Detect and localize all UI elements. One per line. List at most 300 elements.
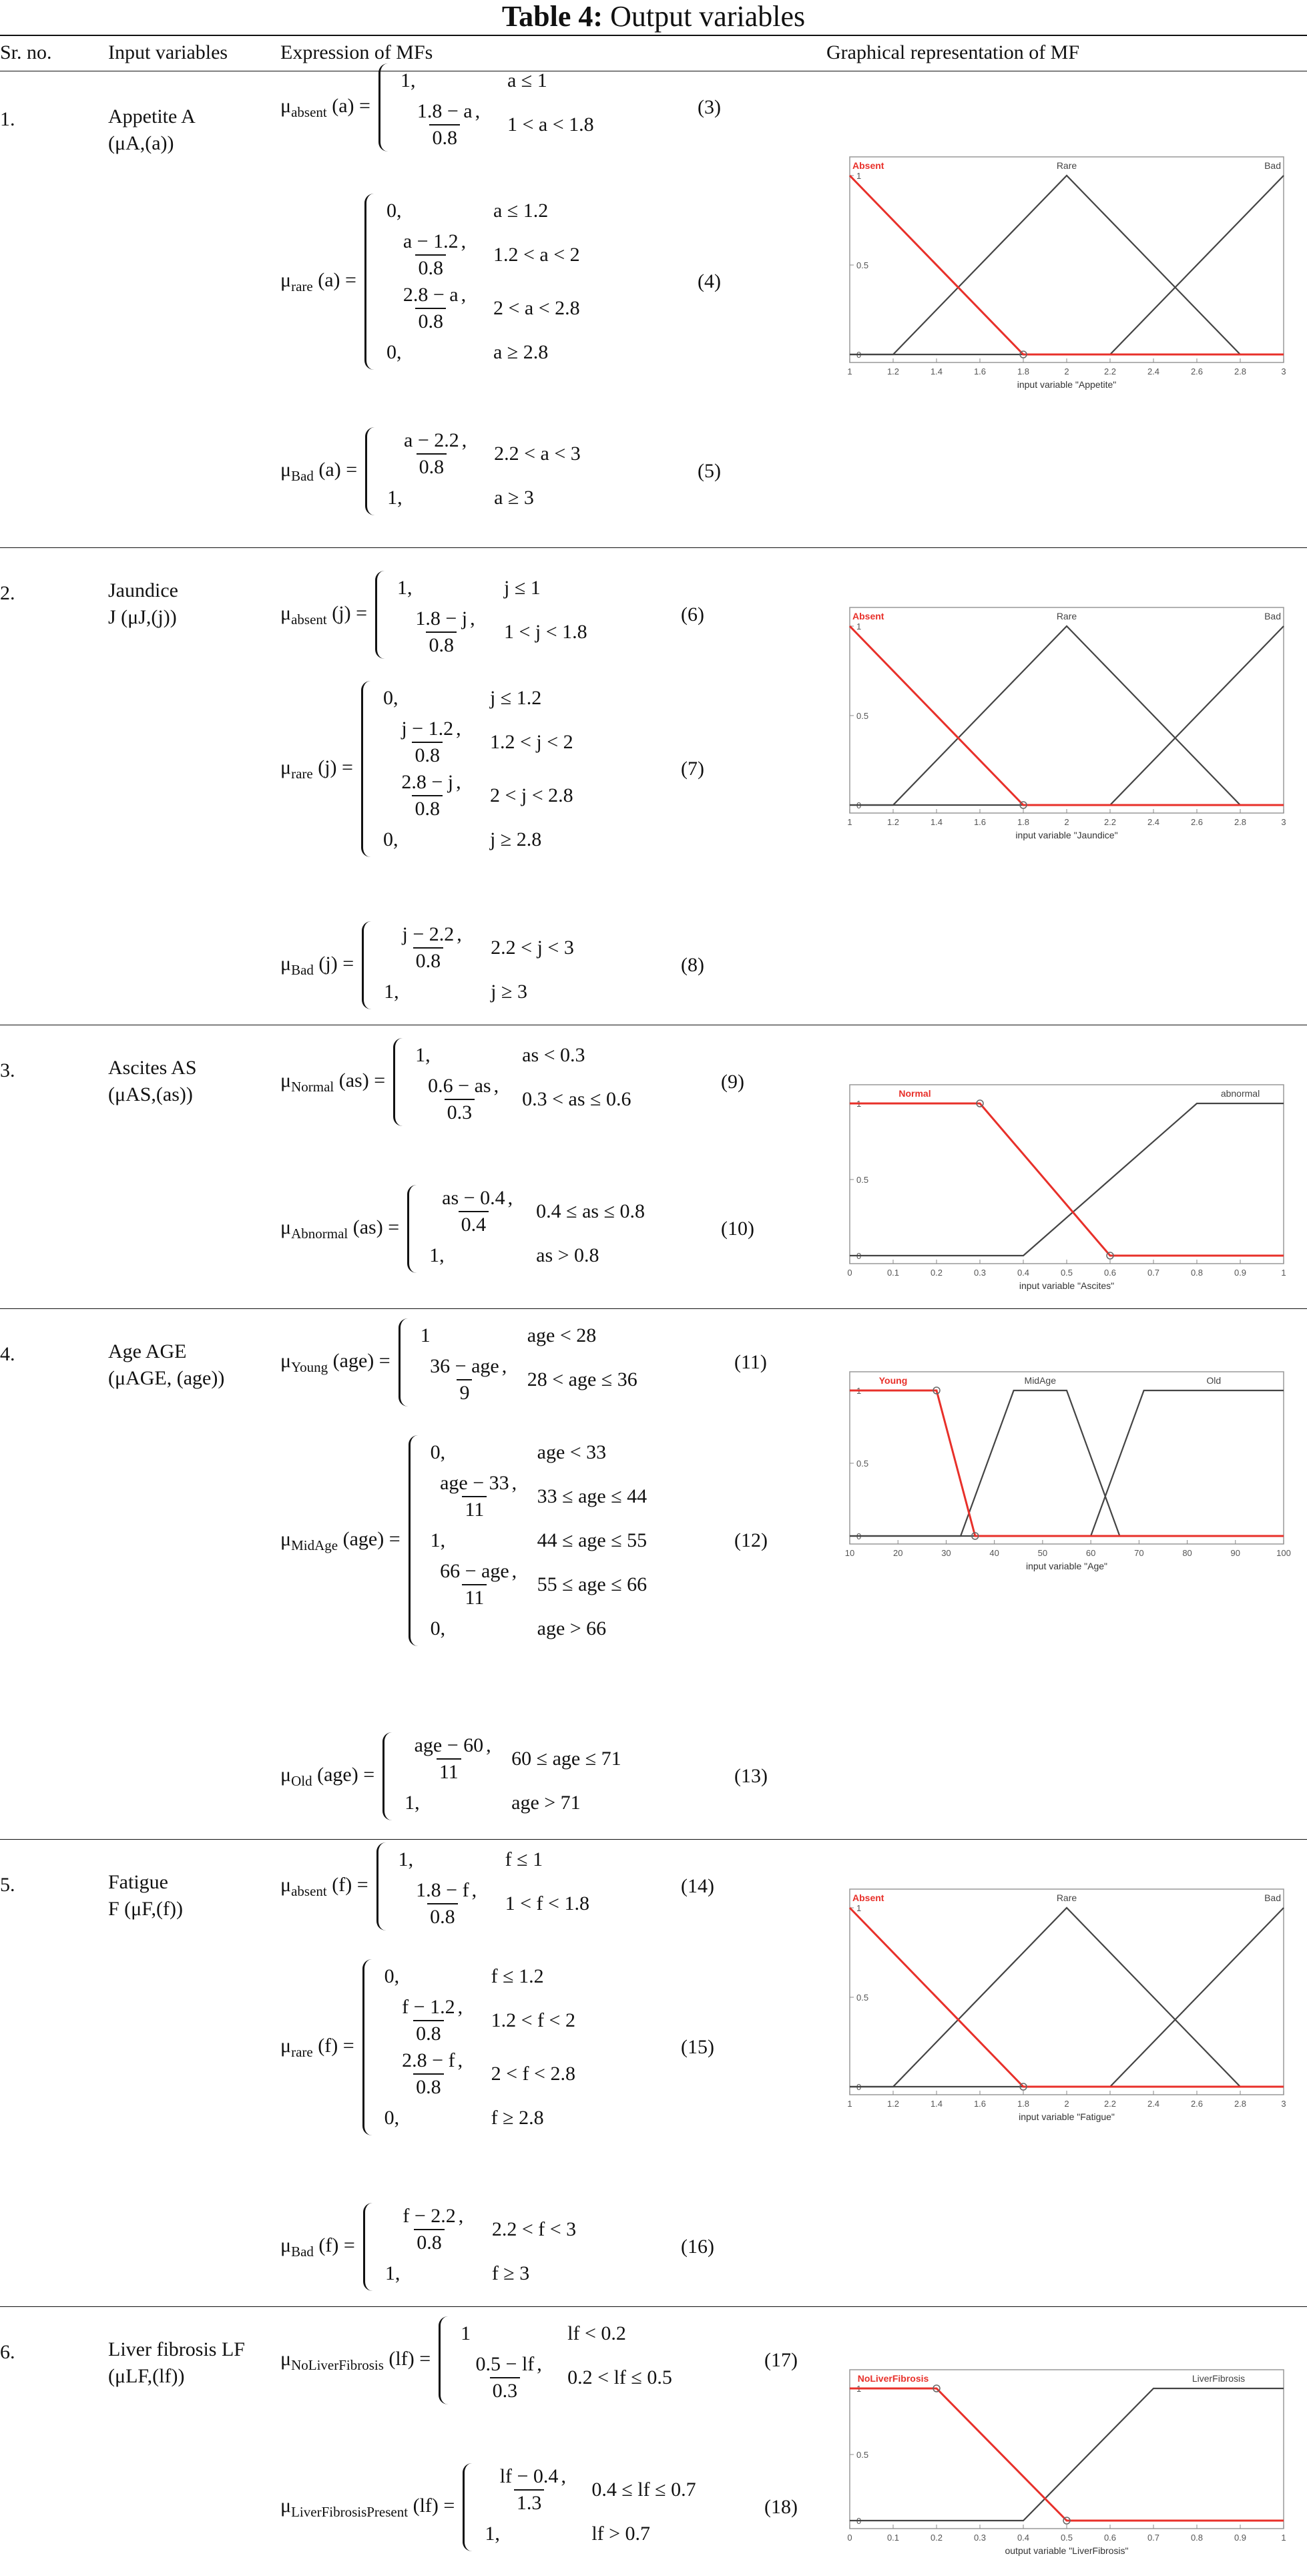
equation-number: (5) (698, 460, 721, 482)
case-condition: 2 < f < 2.8 (491, 2063, 575, 2085)
x-tick-label: 3 (1281, 817, 1286, 827)
case-line (397, 571, 587, 605)
left-brace (363, 2203, 380, 2291)
case-value (384, 1996, 478, 2045)
plot-frame (850, 1085, 1284, 1264)
x-tick-label: 0.7 (1147, 1268, 1160, 1278)
case-line (431, 1558, 647, 1611)
mf-graph-svg (838, 587, 1292, 854)
x-tick-label: 1.4 (930, 817, 943, 827)
y-tick-label: 1 (856, 1903, 862, 1913)
x-tick-label: 2.4 (1147, 2099, 1160, 2109)
case-condition: lf > 0.7 (591, 2523, 651, 2545)
case-value: 1 (461, 2322, 471, 2344)
case-value (415, 1075, 509, 1124)
equation-cases (461, 2316, 672, 2404)
x-tick-label: 60 (1085, 1548, 1096, 1558)
case-line (431, 1523, 647, 1558)
equation-cases (415, 1038, 631, 1126)
case-line (415, 1073, 631, 1126)
case-line (384, 921, 574, 975)
x-tick-label: 100 (1276, 1548, 1291, 1558)
membership-equation (280, 1185, 645, 1273)
series-label: Bad (1264, 160, 1281, 171)
membership-equation (280, 1038, 631, 1126)
x-tick-label: 20 (892, 1548, 903, 1558)
x-tick-label: 1 (847, 817, 852, 827)
input-variable-name: Appetite A (108, 105, 196, 127)
x-tick-label: 2 (1064, 2099, 1069, 2109)
fraction-denominator: 0.8 (413, 947, 444, 973)
x-tick-label: 2.4 (1147, 817, 1160, 827)
mf-graph-svg (838, 137, 1292, 404)
equation-lhs: $\mu_{NoLiverFibrosis}$ (lf) = (280, 2347, 431, 2373)
fraction (399, 1996, 457, 2045)
case-line (383, 681, 573, 716)
x-tick-label: 2.6 (1190, 2099, 1204, 2109)
mf-graph-svg (838, 1065, 1292, 1305)
case-line (415, 1038, 631, 1073)
case-value: 1, (387, 487, 403, 509)
table-title (0, 0, 1307, 33)
membership-equation (280, 681, 573, 857)
mf-graph (838, 1869, 1292, 2136)
x-tick-label: 0.5 (1060, 1268, 1073, 1278)
fraction-denominator: 0.8 (417, 453, 447, 479)
case-line (485, 2463, 696, 2517)
equation-cases (386, 194, 580, 370)
equation-number: (16) (681, 2236, 714, 2258)
case-value: 0, (382, 687, 399, 709)
fraction-denominator: 1.3 (514, 2489, 545, 2515)
y-tick-label: 0 (856, 2516, 862, 2526)
case-value: 0, (386, 341, 402, 363)
case-condition: age > 71 (511, 1792, 581, 1814)
case-condition: a ≤ 1 (507, 69, 547, 91)
fraction-numerator: 2.8 − f (402, 2049, 455, 2071)
fraction (439, 1187, 507, 1236)
fraction-numerator: a − 1.2 (403, 230, 459, 252)
x-tick-label: 2.6 (1190, 817, 1204, 827)
equation-lhs: $\mu_{absent}$ (j) = (280, 601, 367, 627)
left-brace (361, 681, 378, 857)
x-tick-label: 3 (1281, 366, 1286, 376)
fraction-denominator: 11 (462, 1496, 487, 1521)
fraction-denominator: 0.8 (412, 742, 443, 767)
membership-equation (280, 194, 580, 370)
x-tick-label: 2 (1064, 366, 1069, 376)
case-line (421, 1318, 637, 1353)
fraction (401, 284, 461, 333)
x-tick-label: 40 (989, 1548, 999, 1558)
case-value (431, 1472, 524, 1521)
y-tick-label: 0.5 (856, 1175, 869, 1185)
fraction-denominator: 9 (457, 1379, 472, 1404)
fraction-denominator: 0.3 (490, 2377, 521, 2402)
y-tick-label: 1 (856, 171, 862, 181)
case-line (384, 2101, 575, 2135)
x-tick-label: 2.8 (1234, 366, 1247, 376)
y-tick-label: 0.5 (856, 1459, 869, 1469)
case-line (383, 822, 573, 857)
left-brace (463, 2463, 479, 2551)
fraction (399, 2049, 457, 2099)
case-condition: 1.2 < f < 2 (491, 2009, 575, 2031)
case-condition: a ≤ 1.2 (493, 200, 549, 222)
equation-cases (405, 1732, 621, 1820)
x-tick-label: 80 (1182, 1548, 1192, 1558)
equation-number: (15) (681, 2036, 714, 2058)
fraction-comma: , (461, 284, 467, 306)
fraction-numerator: 36 − age (430, 1355, 499, 1377)
case-line (385, 2203, 576, 2256)
membership-equation (280, 2463, 696, 2551)
input-variable-symbol: (μAGE, (age)) (108, 1367, 225, 1389)
row-number: 2. (0, 582, 15, 604)
case-value: 1, (397, 577, 413, 599)
case-value: 1, (384, 2262, 401, 2284)
fraction-comma: , (475, 100, 481, 122)
x-tick-label: 0.7 (1147, 2533, 1160, 2543)
fraction-comma: , (501, 1355, 507, 1377)
case-line (405, 1732, 621, 1786)
case-value: 1, (384, 981, 399, 1003)
fraction-denominator: 0.8 (427, 1903, 458, 1928)
x-tick-label: 1 (847, 366, 852, 376)
fraction-denominator: 0.8 (426, 631, 457, 657)
equation-cases (384, 921, 574, 1009)
x-tick-label: 90 (1230, 1548, 1241, 1558)
equation-lhs: $\mu_{absent}$ (a) = (280, 94, 370, 120)
x-tick-label: 0.4 (1017, 1268, 1030, 1278)
mf-graph (838, 1065, 1292, 1305)
fraction-denominator: 0.8 (413, 2073, 444, 2099)
x-tick-label: 0.1 (886, 2533, 900, 2543)
fraction (400, 923, 457, 973)
case-value: 0, (430, 1617, 446, 1639)
equation-number: (6) (681, 603, 704, 625)
case-condition: j ≥ 2.8 (489, 828, 542, 850)
row-rule (0, 1839, 1307, 1840)
case-condition: a ≥ 2.8 (493, 341, 549, 363)
case-condition: 1.2 < j < 2 (489, 731, 573, 753)
x-tick-label: 0.2 (930, 2533, 943, 2543)
x-tick-label: 0.8 (1190, 2533, 1204, 2543)
case-condition: f ≥ 3 (491, 2262, 530, 2284)
case-condition: 0.4 ≤ as ≤ 0.8 (536, 1200, 645, 1222)
equation-lhs: $\mu_{rare}$ (a) = (280, 268, 356, 294)
left-brace (382, 1732, 399, 1820)
y-tick-label: 1 (856, 1099, 862, 1109)
case-condition: j ≤ 1.2 (489, 687, 542, 709)
header-graph: Graphical representation of MF (826, 41, 1080, 63)
fraction (415, 100, 475, 150)
x-tick-label: 0.9 (1234, 2533, 1247, 2543)
x-tick-label: 1.6 (973, 2099, 987, 2109)
case-line (384, 975, 574, 1009)
fraction-denominator: 0.8 (429, 124, 460, 150)
x-tick-label: 0.4 (1017, 2533, 1030, 2543)
fraction-denominator: 0.8 (412, 795, 443, 820)
input-variable-symbol: (μLF,(lf)) (108, 2365, 185, 2387)
fraction-denominator: 0.8 (414, 2229, 445, 2254)
equation-cases (485, 2463, 696, 2551)
case-value: 1 (420, 1324, 431, 1346)
left-brace (409, 1435, 425, 1646)
row-rule (0, 1308, 1307, 1309)
fraction-comma: , (471, 1879, 477, 1901)
case-line (429, 1185, 645, 1238)
input-variable (108, 577, 178, 631)
fraction (427, 1355, 502, 1404)
fraction-denominator: 0.3 (445, 1099, 475, 1124)
left-brace (364, 194, 381, 370)
case-condition: 2.2 < j < 3 (491, 937, 574, 959)
plot-frame (850, 2370, 1284, 2529)
x-tick-label: 0 (847, 2533, 852, 2543)
fraction-comma: , (456, 771, 461, 793)
input-variable (108, 1338, 224, 1392)
input-variable (108, 103, 196, 157)
case-value: 1, (405, 1792, 420, 1814)
row-number: 5. (0, 1874, 15, 1896)
x-tick-label: 0.6 (1103, 2533, 1117, 2543)
x-tick-label: 0.5 (1060, 2533, 1073, 2543)
x-tick-label: 2.2 (1103, 817, 1117, 827)
x-tick-label: 0.3 (973, 1268, 987, 1278)
x-tick-label: 2.4 (1147, 366, 1160, 376)
equation-lhs: $\mu_{absent}$ (f) = (280, 1873, 368, 1899)
fraction (413, 1879, 471, 1928)
fraction-numerator: 2.8 − j (401, 771, 454, 793)
x-axis-label: input variable "Age" (1025, 1561, 1108, 1571)
case-condition: 0.2 < lf ≤ 0.5 (567, 2366, 672, 2388)
fraction (413, 607, 470, 657)
case-line (431, 1435, 647, 1470)
series-label: Rare (1056, 1892, 1077, 1903)
case-condition: 2.2 < f < 3 (491, 2218, 577, 2240)
case-condition: f ≥ 2.8 (491, 2107, 544, 2129)
y-tick-label: 0 (856, 1531, 862, 1541)
equation-number: (9) (721, 1071, 744, 1093)
case-line (386, 228, 580, 282)
case-value: 1, (429, 1244, 445, 1266)
mf-graph-svg (838, 1352, 1292, 1585)
x-tick-label: 0.3 (973, 2533, 987, 2543)
x-tick-label: 0.1 (886, 1268, 900, 1278)
mf-graph (838, 587, 1292, 854)
series-label: Young (878, 1375, 908, 1386)
case-condition: as < 0.3 (522, 1044, 585, 1066)
left-brace (407, 1185, 424, 1273)
left-brace (376, 1842, 393, 1930)
x-tick-label: 0.6 (1103, 1268, 1117, 1278)
case-value (399, 1879, 492, 1928)
case-condition: age < 28 (527, 1324, 597, 1346)
input-variable (108, 1055, 197, 1108)
membership-equation (280, 2316, 672, 2404)
case-value: 1, (485, 2523, 500, 2545)
case-condition: 2 < a < 2.8 (493, 297, 580, 319)
case-condition: as > 0.8 (536, 1244, 599, 1266)
equation-number: (7) (681, 758, 704, 780)
case-condition: a ≥ 3 (494, 487, 534, 509)
x-tick-label: 0 (847, 1268, 852, 1278)
equation-cases (397, 571, 587, 659)
x-axis-label: input variable "Jaundice" (1015, 830, 1118, 840)
series-label: Rare (1056, 611, 1077, 621)
input-variable-name: Liver fibrosis LF (108, 2338, 245, 2360)
case-condition: age > 66 (537, 1617, 607, 1639)
input-variable-name: Fatigue (108, 1871, 168, 1893)
case-line (485, 2517, 696, 2551)
x-tick-label: 70 (1134, 1548, 1144, 1558)
fraction-numerator: age − 60 (414, 1734, 484, 1756)
fraction-denominator: 0.8 (415, 254, 446, 280)
case-line (431, 1611, 647, 1646)
fraction-comma: , (457, 2049, 463, 2071)
fraction (399, 718, 456, 767)
row-rule (0, 547, 1307, 548)
case-condition: 60 ≤ age ≤ 71 (511, 1748, 621, 1770)
fraction-numerator: 2.8 − a (403, 284, 459, 306)
mf-graph (838, 137, 1292, 404)
equation-lhs: $\mu_{rare}$ (j) = (280, 756, 353, 782)
case-condition: 55 ≤ age ≤ 66 (537, 1573, 647, 1595)
x-tick-label: 2.2 (1103, 366, 1117, 376)
equation-lhs: $\mu_{Old}$ (age) = (280, 1763, 375, 1789)
fraction (437, 1472, 512, 1521)
case-line (461, 2351, 672, 2404)
fraction-numerator: 0.6 − as (428, 1075, 491, 1097)
fraction-numerator: age − 33 (440, 1472, 509, 1494)
fraction-comma: , (457, 1996, 463, 2018)
case-condition: 1 < f < 1.8 (505, 1892, 589, 1914)
fraction (399, 771, 456, 820)
fraction-denominator: 0.8 (415, 308, 446, 333)
equation-lhs: $\mu_{Bad}$ (a) = (280, 458, 358, 484)
x-tick-label: 2.8 (1234, 2099, 1247, 2109)
membership-equation (280, 427, 581, 515)
equation-number: (12) (734, 1529, 768, 1551)
x-tick-label: 1.6 (973, 366, 987, 376)
row-number: 1. (0, 108, 15, 130)
case-value: 0, (382, 828, 399, 850)
case-condition: 0.4 ≤ lf ≤ 0.7 (591, 2479, 696, 2501)
fraction (401, 429, 462, 479)
fraction-numerator: lf − 0.4 (499, 2465, 559, 2487)
fraction (473, 2353, 537, 2402)
fraction-comma: , (457, 923, 462, 945)
case-line (386, 282, 580, 335)
left-brace (439, 2316, 455, 2404)
case-line (383, 716, 573, 769)
case-line (429, 1238, 645, 1273)
fraction-comma: , (511, 1560, 517, 1582)
membership-equation (280, 1435, 647, 1646)
case-line (384, 2047, 575, 2101)
membership-equation (280, 1318, 637, 1406)
fraction-numerator: 66 − age (440, 1560, 509, 1582)
equation-number: (10) (721, 1218, 754, 1240)
x-axis-label: output variable "LiverFibrosis" (1005, 2545, 1129, 2556)
case-condition: lf < 0.2 (567, 2322, 626, 2344)
fraction (437, 1560, 512, 1609)
case-value: 0, (386, 200, 402, 222)
fraction-numerator: 0.5 − lf (475, 2353, 535, 2375)
equation-cases (399, 1842, 589, 1930)
series-label: LiverFibrosis (1192, 2373, 1246, 2384)
case-line (431, 1470, 647, 1523)
equation-cases (431, 1435, 647, 1646)
fraction-denominator: 0.4 (459, 1211, 489, 1236)
equation-cases (385, 2203, 576, 2291)
fraction (412, 1734, 487, 1784)
equation-cases (401, 63, 594, 152)
equation-number: (17) (764, 2349, 798, 2371)
left-brace (393, 1038, 410, 1126)
equation-number: (13) (734, 1765, 768, 1787)
fraction-comma: , (507, 1187, 513, 1209)
case-line (461, 2316, 672, 2351)
equation-number: (18) (764, 2496, 798, 2518)
case-condition: 0.3 < as ≤ 0.6 (522, 1088, 631, 1110)
case-condition: 2.2 < a < 3 (494, 443, 581, 465)
x-axis-label: input variable "Ascites" (1019, 1280, 1115, 1291)
series-label: Old (1206, 1375, 1222, 1386)
series-label: MidAge (1024, 1375, 1057, 1386)
equation-number: (11) (734, 1351, 767, 1373)
fraction-numerator: j − 1.2 (401, 718, 454, 740)
case-value (383, 771, 477, 820)
x-tick-label: 0.9 (1234, 1268, 1247, 1278)
case-value: 0, (384, 1965, 400, 1987)
x-tick-label: 1.8 (1017, 817, 1030, 827)
input-variable-symbol: (μAS,(as)) (108, 1083, 193, 1105)
case-line (384, 1959, 575, 1994)
equation-number: (14) (681, 1875, 714, 1897)
plot-frame (850, 1372, 1284, 1544)
fraction-numerator: 1.8 − a (417, 100, 473, 122)
case-line (401, 98, 594, 152)
equation-number: (4) (698, 270, 721, 292)
fraction-comma: , (458, 2205, 464, 2227)
fraction-comma: , (486, 1734, 491, 1756)
y-tick-label: 0 (856, 350, 862, 360)
fraction-numerator: a − 2.2 (404, 429, 459, 451)
membership-equation (280, 1732, 621, 1820)
x-tick-label: 1.2 (886, 2099, 900, 2109)
x-tick-label: 1.2 (886, 366, 900, 376)
equation-lhs: $\mu_{Young}$ (age) = (280, 1349, 390, 1375)
case-line (386, 335, 580, 370)
fraction-denominator: 11 (437, 1758, 461, 1784)
series-label: Normal (898, 1088, 931, 1099)
case-value: 1, (400, 69, 416, 91)
row-rule (0, 2306, 1307, 2307)
case-value (384, 2049, 478, 2099)
x-tick-label: 3 (1281, 2099, 1286, 2109)
equation-number: (8) (681, 954, 704, 976)
case-value: 1, (430, 1529, 446, 1551)
x-tick-label: 2 (1064, 817, 1069, 827)
case-condition: 2 < j < 2.8 (489, 784, 573, 806)
case-line (387, 481, 581, 515)
equation-number: (3) (698, 96, 721, 118)
header-sr: Sr. no. (0, 41, 52, 63)
x-tick-label: 0.8 (1190, 1268, 1204, 1278)
series-label: Bad (1264, 611, 1281, 621)
